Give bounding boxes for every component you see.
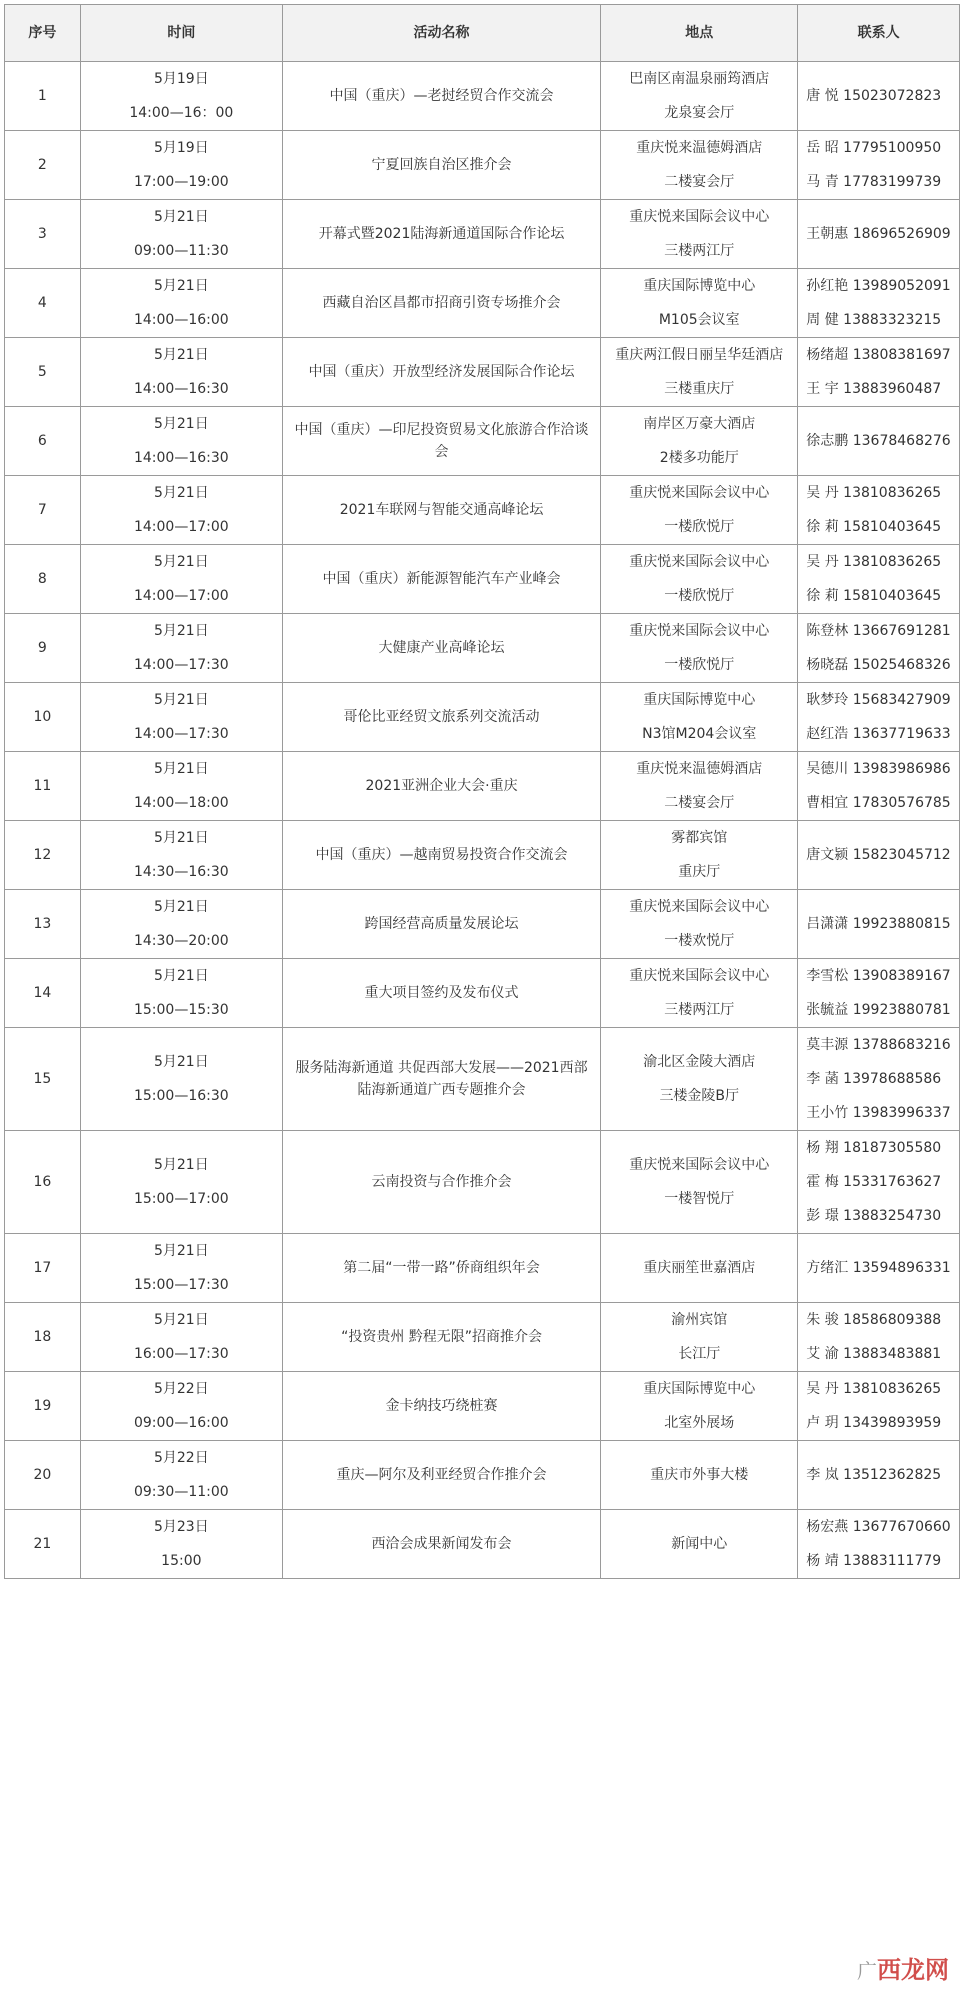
table-row — [5, 269, 960, 338]
cell-line: 吕潇潇 19923880815 — [806, 916, 951, 932]
cell-contact — [798, 1234, 960, 1303]
cell-activity-name: 2021亚洲企业大会·重庆 — [282, 752, 600, 821]
cell-line: 5月21日 — [153, 968, 209, 984]
cell-no: 12 — [5, 821, 81, 890]
cell-line: 方绪汇 13594896331 — [806, 1260, 951, 1276]
cell-line: 曹相宜 17830576785 — [806, 795, 951, 811]
cell-line: 重庆悦来国际会议中心 — [629, 968, 770, 984]
table-row — [5, 1303, 960, 1372]
cell-activity-name: 服务陆海新通道 共促西部大发展——2021西部陆海新通道广西专题推介会 — [282, 1028, 600, 1131]
cell-line: 重庆丽笙世嘉酒店 — [643, 1260, 756, 1276]
cell-time — [80, 890, 282, 959]
cell-line: 5月21日 — [153, 692, 209, 708]
cell-line: 15:00—15:30 — [133, 1002, 229, 1018]
cell-line: 唐 悦 15023072823 — [806, 88, 942, 104]
cell-line: 岳 昭 17795100950 — [806, 140, 942, 156]
cell-activity-name: 重大项目签约及发布仪式 — [282, 959, 600, 1028]
cell-contact — [798, 959, 960, 1028]
cell-line: 14:00—17:00 — [133, 588, 229, 604]
cell-venue — [601, 62, 798, 131]
cell-contact — [798, 821, 960, 890]
cell-no: 20 — [5, 1441, 81, 1510]
cell-line: 王朝惠 18696526909 — [806, 226, 951, 242]
cell-contact — [798, 131, 960, 200]
table-row — [5, 476, 960, 545]
cell-line: 王小竹 13983996337 — [806, 1105, 951, 1121]
cell-venue — [601, 1372, 798, 1441]
watermark-icon: 广 — [857, 1959, 877, 1983]
cell-line: 5月21日 — [153, 623, 209, 639]
cell-activity-name: 2021车联网与智能交通高峰论坛 — [282, 476, 600, 545]
cell-line: 莫丰源 13788683216 — [806, 1037, 951, 1053]
cell-line: 李 岚 13512362825 — [806, 1467, 942, 1483]
cell-no: 21 — [5, 1510, 81, 1579]
cell-activity-name: 中国（重庆）—印尼投资贸易文化旅游合作洽谈会 — [282, 407, 600, 476]
cell-line: 耿梦玲 15683427909 — [806, 692, 951, 708]
cell-time — [80, 821, 282, 890]
cell-contact — [798, 1510, 960, 1579]
cell-line: 吴 丹 13810836265 — [806, 554, 942, 570]
cell-line: 14:00—17:00 — [133, 519, 229, 535]
cell-no: 7 — [5, 476, 81, 545]
cell-line: 长江厅 — [678, 1346, 721, 1362]
cell-venue — [601, 407, 798, 476]
cell-time — [80, 752, 282, 821]
header-name: 活动名称 — [282, 5, 600, 62]
cell-line: 陈登林 13667691281 — [806, 623, 951, 639]
cell-activity-name: 跨国经营高质量发展论坛 — [282, 890, 600, 959]
cell-time — [80, 1131, 282, 1234]
cell-line: 渝北区金陵大酒店 — [643, 1054, 756, 1070]
cell-venue — [601, 338, 798, 407]
cell-contact — [798, 338, 960, 407]
table-row — [5, 959, 960, 1028]
cell-contact — [798, 476, 960, 545]
cell-line: 徐 莉 15810403645 — [806, 519, 942, 535]
cell-contact — [798, 407, 960, 476]
cell-contact — [798, 1303, 960, 1372]
table-row — [5, 1510, 960, 1579]
cell-line: 14:00—17:30 — [133, 657, 229, 673]
table-row — [5, 545, 960, 614]
cell-line: 5月21日 — [153, 209, 209, 225]
cell-line: 15:00—16:30 — [133, 1088, 229, 1104]
cell-line: 杨宏燕 13677670660 — [806, 1519, 951, 1535]
cell-line: 艾 渝 13883483881 — [806, 1346, 942, 1362]
cell-venue — [601, 200, 798, 269]
cell-line: 吴德川 13983986986 — [806, 761, 951, 777]
cell-line: N3馆M204会议室 — [642, 726, 757, 742]
cell-line: 渝州宾馆 — [671, 1312, 728, 1328]
cell-activity-name: 大健康产业高峰论坛 — [282, 614, 600, 683]
cell-line: 卢 玥 13439893959 — [806, 1415, 942, 1431]
cell-line: 孙红艳 13989052091 — [806, 278, 951, 294]
cell-no: 14 — [5, 959, 81, 1028]
cell-no: 10 — [5, 683, 81, 752]
cell-no: 8 — [5, 545, 81, 614]
cell-venue — [601, 1510, 798, 1579]
cell-line: 09:00—16:00 — [133, 1415, 229, 1431]
cell-line: 5月21日 — [153, 485, 209, 501]
cell-line: 李 菡 13978688586 — [806, 1071, 942, 1087]
cell-line: 5月21日 — [153, 1312, 209, 1328]
cell-line: 重庆悦来国际会议中心 — [629, 485, 770, 501]
cell-line: 5月21日 — [153, 278, 209, 294]
cell-venue — [601, 752, 798, 821]
cell-line: 重庆国际博览中心 — [643, 1381, 756, 1397]
cell-line: 重庆悦来国际会议中心 — [629, 623, 770, 639]
cell-line: 三楼两江厅 — [664, 243, 735, 259]
cell-venue — [601, 269, 798, 338]
cell-contact — [798, 1028, 960, 1131]
cell-venue — [601, 821, 798, 890]
cell-time — [80, 1303, 282, 1372]
cell-line: 5月21日 — [153, 1054, 209, 1070]
cell-line: 14:00—16:30 — [133, 450, 229, 466]
cell-line: 杨 翔 18187305580 — [806, 1140, 942, 1156]
table-row — [5, 131, 960, 200]
cell-no: 11 — [5, 752, 81, 821]
cell-contact — [798, 269, 960, 338]
cell-line: 王 宇 13883960487 — [806, 381, 942, 397]
cell-time — [80, 200, 282, 269]
cell-venue — [601, 683, 798, 752]
cell-venue — [601, 1028, 798, 1131]
cell-venue — [601, 959, 798, 1028]
cell-no: 5 — [5, 338, 81, 407]
cell-venue — [601, 614, 798, 683]
cell-contact — [798, 1441, 960, 1510]
cell-line: 5月19日 — [153, 140, 209, 156]
cell-activity-name: 云南投资与合作推介会 — [282, 1131, 600, 1234]
cell-line: 14:00—18:00 — [133, 795, 229, 811]
table-row — [5, 890, 960, 959]
cell-line: 09:00—11:30 — [133, 243, 229, 259]
cell-time — [80, 338, 282, 407]
cell-line: 5月21日 — [153, 830, 209, 846]
cell-line: 17:00—19:00 — [133, 174, 229, 190]
cell-line: 重庆悦来温德姆酒店 — [636, 140, 763, 156]
cell-line: 14:30—16:30 — [133, 864, 229, 880]
cell-line: 张毓益 19923880781 — [806, 1002, 951, 1018]
cell-line: 14:30—20:00 — [133, 933, 229, 949]
cell-no: 6 — [5, 407, 81, 476]
table-row — [5, 407, 960, 476]
cell-venue — [601, 1303, 798, 1372]
cell-no: 16 — [5, 1131, 81, 1234]
table-row — [5, 1441, 960, 1510]
cell-venue — [601, 890, 798, 959]
cell-line: 南岸区万豪大酒店 — [643, 416, 756, 432]
cell-time — [80, 1510, 282, 1579]
table-row — [5, 614, 960, 683]
cell-no: 4 — [5, 269, 81, 338]
cell-activity-name: 西藏自治区昌都市招商引资专场推介会 — [282, 269, 600, 338]
cell-line: 杨 靖 13883111779 — [806, 1553, 942, 1569]
cell-line: 重庆市外事大楼 — [650, 1467, 749, 1483]
cell-no: 1 — [5, 62, 81, 131]
cell-line: 重庆悦来国际会议中心 — [629, 209, 770, 225]
table-row — [5, 62, 960, 131]
cell-activity-name: 第二届“一带一路”侨商组织年会 — [282, 1234, 600, 1303]
header-venue: 地点 — [601, 5, 798, 62]
cell-line: 杨绪超 13808381697 — [806, 347, 951, 363]
cell-line: 北室外展场 — [664, 1415, 735, 1431]
cell-line: 一楼欣悦厅 — [664, 657, 735, 673]
cell-venue — [601, 1131, 798, 1234]
cell-line: 二楼宴会厅 — [664, 795, 735, 811]
table-header-row — [5, 5, 960, 62]
cell-activity-name: “投资贵州 黔程无限”招商推介会 — [282, 1303, 600, 1372]
cell-line: 重庆两江假日丽呈华廷酒店 — [615, 347, 784, 363]
cell-activity-name: 宁夏回族自治区推介会 — [282, 131, 600, 200]
cell-line: 14:00—16：00 — [129, 105, 234, 121]
cell-line: 龙泉宴会厅 — [664, 105, 735, 121]
cell-time — [80, 959, 282, 1028]
cell-venue — [601, 476, 798, 545]
cell-line: 周 健 13883323215 — [806, 312, 942, 328]
cell-time — [80, 476, 282, 545]
header-contact: 联系人 — [798, 5, 960, 62]
cell-line: 一楼欣悦厅 — [664, 519, 735, 535]
cell-line: 5月21日 — [153, 1243, 209, 1259]
cell-line: M105会议室 — [658, 312, 740, 328]
cell-time — [80, 131, 282, 200]
cell-time — [80, 545, 282, 614]
cell-line: 李雪松 13908389167 — [806, 968, 951, 984]
cell-line: 一楼智悦厅 — [664, 1191, 735, 1207]
cell-line: 14:00—16:00 — [133, 312, 229, 328]
cell-time — [80, 1028, 282, 1131]
cell-line: 重庆厅 — [678, 864, 721, 880]
cell-activity-name: 中国（重庆）—老挝经贸合作交流会 — [282, 62, 600, 131]
cell-line: 一楼欢悦厅 — [664, 933, 735, 949]
cell-line: 16:00—17:30 — [133, 1346, 229, 1362]
cell-no: 9 — [5, 614, 81, 683]
cell-line: 重庆悦来温德姆酒店 — [636, 761, 763, 777]
cell-line: 09:30—11:00 — [133, 1484, 229, 1500]
cell-time — [80, 614, 282, 683]
cell-venue — [601, 1234, 798, 1303]
cell-venue — [601, 131, 798, 200]
cell-no: 15 — [5, 1028, 81, 1131]
cell-activity-name: 西洽会成果新闻发布会 — [282, 1510, 600, 1579]
cell-line: 重庆国际博览中心 — [643, 278, 756, 294]
cell-time — [80, 1441, 282, 1510]
cell-line: 二楼宴会厅 — [664, 174, 735, 190]
table-row — [5, 1372, 960, 1441]
cell-activity-name: 金卡纳技巧绕桩赛 — [282, 1372, 600, 1441]
header-time: 时间 — [80, 5, 282, 62]
cell-line: 5月23日 — [153, 1519, 209, 1535]
cell-line: 彭 璟 13883254730 — [806, 1208, 942, 1224]
table-row — [5, 200, 960, 269]
cell-line: 5月21日 — [153, 554, 209, 570]
table-row — [5, 752, 960, 821]
cell-line: 5月22日 — [153, 1450, 209, 1466]
cell-line: 5月21日 — [153, 347, 209, 363]
cell-time — [80, 683, 282, 752]
cell-line: 2楼多功能厅 — [659, 450, 739, 466]
table-row — [5, 338, 960, 407]
cell-line: 马 青 17783199739 — [806, 174, 942, 190]
cell-line: 杨晓磊 15025468326 — [806, 657, 951, 673]
cell-line: 赵红浩 13637719633 — [806, 726, 951, 742]
cell-time — [80, 407, 282, 476]
watermark-text: 西龙网 — [877, 1956, 949, 1984]
cell-line: 徐志鹏 13678468276 — [806, 433, 951, 449]
cell-line: 15:00—17:30 — [133, 1277, 229, 1293]
cell-time — [80, 1372, 282, 1441]
cell-no: 17 — [5, 1234, 81, 1303]
cell-line: 5月21日 — [153, 899, 209, 915]
cell-time — [80, 269, 282, 338]
cell-line: 5月22日 — [153, 1381, 209, 1397]
cell-time — [80, 1234, 282, 1303]
cell-activity-name: 中国（重庆）新能源智能汽车产业峰会 — [282, 545, 600, 614]
cell-line: 徐 莉 15810403645 — [806, 588, 942, 604]
cell-line: 霍 梅 15331763627 — [806, 1174, 942, 1190]
table-row — [5, 1131, 960, 1234]
cell-line: 重庆悦来国际会议中心 — [629, 554, 770, 570]
cell-contact — [798, 1372, 960, 1441]
cell-line: 14:00—17:30 — [133, 726, 229, 742]
cell-line: 14:00—16:30 — [133, 381, 229, 397]
cell-contact — [798, 62, 960, 131]
table-row — [5, 1234, 960, 1303]
cell-line: 三楼重庆厅 — [664, 381, 735, 397]
cell-line: 重庆悦来国际会议中心 — [629, 1157, 770, 1173]
cell-contact — [798, 752, 960, 821]
cell-no: 13 — [5, 890, 81, 959]
cell-contact — [798, 614, 960, 683]
cell-line: 5月21日 — [153, 761, 209, 777]
cell-no: 2 — [5, 131, 81, 200]
cell-line: 一楼欣悦厅 — [664, 588, 735, 604]
cell-line: 5月21日 — [153, 416, 209, 432]
cell-activity-name: 哥伦比亚经贸文旅系列交流活动 — [282, 683, 600, 752]
cell-no: 18 — [5, 1303, 81, 1372]
cell-line: 吴 丹 13810836265 — [806, 1381, 942, 1397]
site-watermark — [857, 1950, 949, 1985]
cell-line: 重庆悦来国际会议中心 — [629, 899, 770, 915]
cell-line: 唐文颍 15823045712 — [806, 847, 951, 863]
cell-contact — [798, 545, 960, 614]
cell-contact — [798, 683, 960, 752]
cell-line: 重庆国际博览中心 — [643, 692, 756, 708]
cell-time — [80, 62, 282, 131]
cell-activity-name: 中国（重庆）开放型经济发展国际合作论坛 — [282, 338, 600, 407]
cell-line: 15:00—17:00 — [133, 1191, 229, 1207]
cell-activity-name: 中国（重庆）—越南贸易投资合作交流会 — [282, 821, 600, 890]
table-row — [5, 1028, 960, 1131]
cell-contact — [798, 890, 960, 959]
cell-line: 雾都宾馆 — [671, 830, 728, 846]
cell-contact — [798, 1131, 960, 1234]
cell-line: 三楼两江厅 — [664, 1002, 735, 1018]
cell-line: 巴南区南温泉丽筠酒店 — [629, 71, 770, 87]
cell-venue — [601, 545, 798, 614]
cell-line: 5月21日 — [153, 1157, 209, 1173]
cell-line: 三楼金陵B厅 — [659, 1088, 740, 1104]
cell-line: 新闻中心 — [671, 1536, 728, 1552]
cell-line: 吴 丹 13810836265 — [806, 485, 942, 501]
cell-activity-name: 开幕式暨2021陆海新通道国际合作论坛 — [282, 200, 600, 269]
cell-no: 3 — [5, 200, 81, 269]
cell-venue — [601, 1441, 798, 1510]
cell-contact — [798, 200, 960, 269]
table-row — [5, 821, 960, 890]
cell-line: 15:00 — [161, 1553, 202, 1569]
header-no: 序号 — [5, 5, 81, 62]
events-table — [4, 4, 960, 1579]
cell-line: 5月19日 — [153, 71, 209, 87]
cell-line: 朱 骏 18586809388 — [806, 1312, 942, 1328]
cell-activity-name: 重庆—阿尔及利亚经贸合作推介会 — [282, 1441, 600, 1510]
table-row — [5, 683, 960, 752]
cell-no: 19 — [5, 1372, 81, 1441]
